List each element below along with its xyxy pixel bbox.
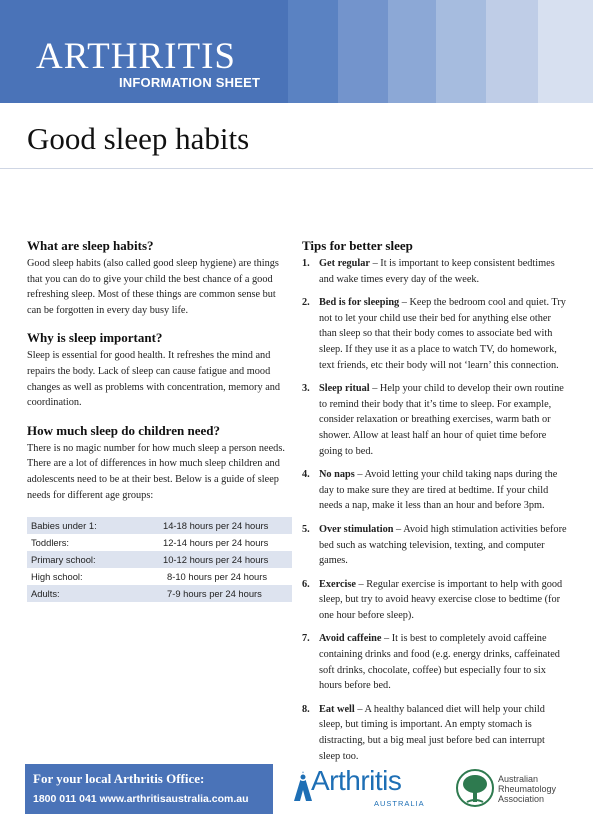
- age-cell: High school:: [27, 568, 155, 585]
- tip-number: 1.: [302, 258, 310, 269]
- arthritis-australia-logo: [292, 765, 432, 811]
- tip-number: 3.: [302, 383, 310, 395]
- tip-number: 8.: [302, 703, 310, 715]
- header-stripe: [288, 0, 338, 103]
- tip-number: 6.: [302, 578, 310, 590]
- list-item: [302, 467, 568, 514]
- tree-logo-icon: [455, 768, 495, 812]
- table-row: [27, 517, 292, 534]
- section-heading: How much sleep do children need?: [27, 422, 220, 438]
- footer-contact-box: [25, 764, 273, 814]
- section-heading: What are sleep habits?: [27, 238, 154, 253]
- header-stripe: [486, 0, 538, 103]
- footer-title: For your local Arthritis Office:: [33, 771, 205, 786]
- tip-text: – Regular exercise is important to help with good sleep, but try to avoid heavy exercise close to bedtime (for one hour before sleep).: [319, 578, 563, 621]
- rheumatology-association-logo: [455, 768, 585, 814]
- section-body: There is no magic number for how much sleep a person needs. There are a lot of differences in how much sleep children and adolescents need to be at their best. Below is a guide of sleep needs for different age groups:: [27, 442, 285, 501]
- tip-text: – It is best to completely avoid caffeine containing drinks and food (e.g. energy drinks, caffeinated soft drinks, chocolate, coffee) but especially four to six hours before bed.: [319, 633, 560, 692]
- tip-text: – It is important to keep consistent bedtimes and wake times every day of the week.: [319, 258, 555, 285]
- footer-contact-link[interactable]: 1800 011 041 www.arthritisaustralia.com.au: [33, 793, 249, 805]
- divider: [0, 168, 593, 169]
- association-name: Australian Rheumatology Association: [498, 774, 557, 804]
- header-banner: [0, 0, 593, 103]
- list-item: [302, 577, 568, 624]
- age-cell: Primary school:: [27, 551, 155, 568]
- hours-cell: 14-18 hours per 24 hours: [155, 517, 292, 534]
- section-heading: Why is sleep important?: [27, 330, 163, 346]
- sleep-needs-table: [27, 517, 292, 602]
- tip-lead: Sleep ritual: [319, 383, 370, 395]
- age-cell: Adults:: [27, 585, 155, 602]
- table-row: [27, 534, 292, 551]
- tip-lead: Exercise: [319, 578, 356, 590]
- section-body: Sleep is essential for good health. It refreshes the mind and repairs the body. Lack of sleep can cause fatigue and mood changes as well as problems with concentration, memory and coordination.: [27, 350, 281, 409]
- tip-lead: Eat well: [319, 703, 355, 715]
- tips-heading: Tips for better sleep: [302, 238, 413, 253]
- table-row: [27, 585, 292, 602]
- tip-number: 4.: [302, 469, 310, 481]
- tip-lead: Bed is for sleeping: [319, 297, 400, 309]
- tip-number: 7.: [302, 633, 310, 645]
- logo-wordmark: Arthritis: [311, 765, 402, 796]
- hours-cell: 8-10 hours per 24 hours: [155, 568, 292, 585]
- section-body: Good sleep habits (also called good sleep hygiene) are things that you can do to give your child the best chance of a good refreshing sleep. Most of these things are common sense but can be forgotten in every day busy life.: [27, 258, 279, 316]
- header-stripe: [388, 0, 436, 103]
- age-cell: Babies under 1:: [27, 517, 155, 534]
- section-how-much: [27, 423, 292, 503]
- brand-subtitle: INFORMATION SHEET: [119, 75, 261, 90]
- tip-number: 5.: [302, 523, 310, 535]
- table-row: [27, 551, 292, 568]
- hours-cell: 7-9 hours per 24 hours: [155, 585, 292, 602]
- tip-lead: Avoid caffeine: [319, 633, 382, 645]
- brand-title: ARTHRITIS: [36, 36, 236, 77]
- header-stripe: [436, 0, 486, 103]
- tips-list: [302, 256, 568, 764]
- header-stripe: [338, 0, 388, 103]
- hours-cell: 12-14 hours per 24 hours: [155, 534, 292, 551]
- hours-cell: 10-12 hours per 24 hours: [155, 551, 292, 568]
- tip-text: – Avoid high stimulation activities before bed such as watching television, texting, and computer games.: [319, 523, 567, 567]
- table-row: [27, 568, 292, 585]
- tip-text: – A healthy balanced diet will help your child sleep, but timing is important. An empty stomach is distracting, but a big meal just before bed can interrupt sleep too.: [319, 703, 545, 762]
- tip-number: 2.: [302, 297, 310, 309]
- tip-text: – Help your child to develop their own routine to remind their body that it’s time to sleep. For example, consider relaxation or breathing exercises, warm bath or shower. Allow at least half an hour of quiet time before going to bed.: [319, 383, 564, 457]
- list-item: [302, 631, 568, 693]
- section-what: [27, 238, 292, 318]
- age-cell: Toddlers:: [27, 534, 155, 551]
- tip-lead: Get regular: [319, 258, 370, 269]
- tip-lead: Over stimulation: [319, 523, 394, 535]
- right-column: [302, 238, 568, 772]
- section-why: [27, 330, 292, 410]
- list-item: [302, 522, 568, 569]
- list-item: [302, 256, 568, 287]
- logo-subtext: AUSTRALIA: [374, 799, 425, 808]
- list-item: [302, 381, 568, 459]
- tip-text: – Avoid letting your child taking naps during the day to make sure they are tired at bedtime. If your child needs a nap, make it less than an hour and before 3pm.: [319, 469, 558, 512]
- tip-text: – Keep the bedroom cool and quiet. Try not to let your child use their bed for anything else other than sleep so that their body comes to associate bed with sleep. If they use it as a place to watch TV, do homework, text friends, etc their body will not ‘learn’ this connection.: [319, 297, 566, 371]
- tip-lead: No naps: [319, 469, 355, 481]
- header-stripe: [538, 0, 593, 103]
- left-column: [27, 238, 292, 602]
- list-item: [302, 295, 568, 373]
- page-title: Good sleep habits: [27, 121, 250, 156]
- list-item: [302, 702, 568, 764]
